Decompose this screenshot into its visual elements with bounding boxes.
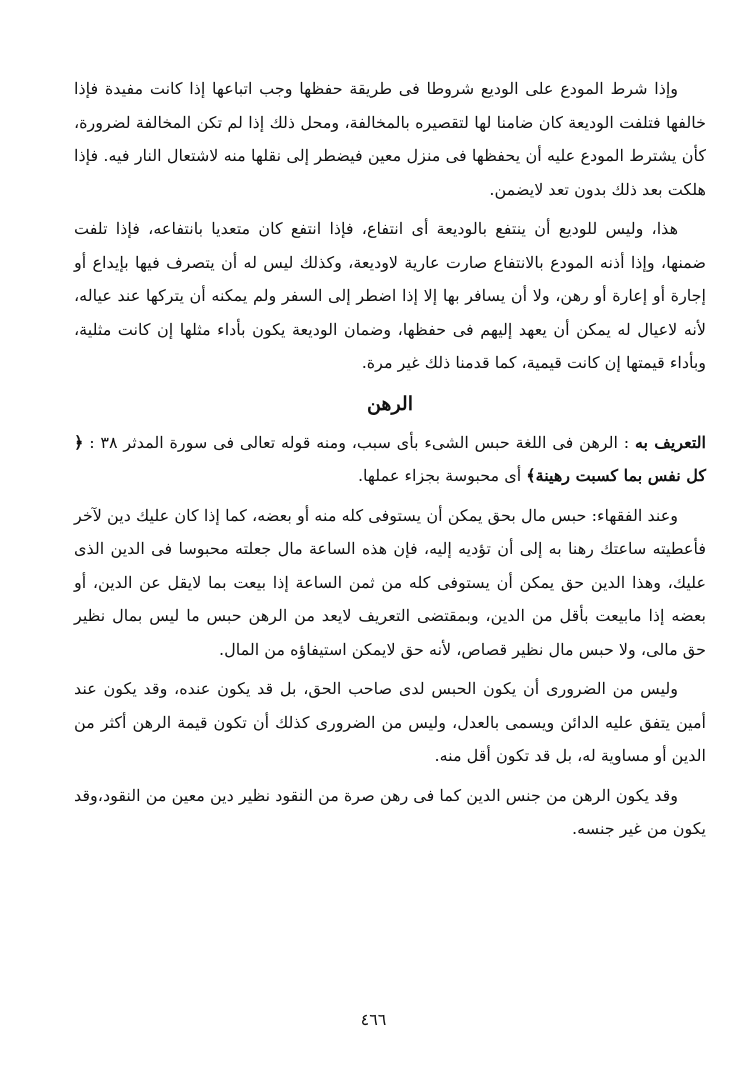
paragraph-text: وليس من الضرورى أن يكون الحبس لدى صاحب الحق، بل قد يكون عنده، وقد يكون عند أمين يتفق عليه الدائن ويسمى بالعدل، وليس من الضرورى كذلك أن تكون قيمة الرهن أكثر من الدين أو مساوية له، بل قد تكون أقل منه. [74, 679, 707, 765]
paragraph-text: وقد يكون الرهن من جنس الدين كما فى رهن صرة من النقود نظير دين معين من النقود،وقد يكون من غير جنسه. [74, 785, 706, 838]
section-heading: الرهن [366, 392, 414, 415]
quran-verse: ﴿ كل نفس بما كسبت رهينة﴾ [74, 432, 706, 485]
paragraph-pledge-type [74, 779, 706, 846]
jurists-label: وعند الفقهاء [597, 505, 678, 525]
definition-text: : الرهن فى اللغة حبس الشىء بأى سبب، ومنه قوله تعالى فى سورة المدثر ٣٨ : [83, 432, 635, 452]
paragraph-text: وإذا شرط المودع على الوديع شروطا فى طريقة حفظها وجب اتباعها إذا كانت مفيدة فإذا خالفها فتلفت الوديعة كان ضامنا لها لتقصيره بالمخالفة، ومحل ذلك إذا لم تكن المخالفة لضرورة، كأن يشترط المودع عليه أن يحفظها فى منزل معين فيضطر إلى نقلها منه لاشتعال النار فيه. فإذا هلكت بعد ذلك بدون تعد لايضمن. [74, 79, 706, 199]
paragraph-deposit-use [74, 212, 706, 380]
paragraph-definition [74, 426, 706, 493]
page-number: ٤٦٦ [360, 1010, 387, 1029]
document-page [74, 72, 706, 852]
definition-term: التعريف به [634, 432, 707, 452]
paragraph-text: : حبس مال بحق يمكن أن يستوفى كله منه أو بعضه، كما إذا كان عليك دين لآخر فأعطيته ساعتك رهنا به إلى أن تؤديه إليه، فإن هذه الساعة مال جعلته محبوسا فى الدين الذى عليك، وهذا الدين حق يمكن أن يستوفى كله من ثمن الساعة إذا بيعت بما لايقل عن الدين، أو بعضه إذا مابيعت بأقل من الدين، وبمقتضى التعريف لايعد من الرهن حبس ما ليس بمال نظير حق مالى، ولا حبس مال نظير قصاص، لأنه حق لايمكن استيفاؤه من المال. [74, 505, 706, 659]
paragraph-deposit-conditions [74, 72, 706, 206]
definition-text-end: أى محبوسة بجزاء عملها. [357, 466, 527, 485]
paragraph-custody [74, 672, 706, 773]
paragraph-text: هذا، وليس للوديع أن ينتفع بالوديعة أى انتفاع، فإذا انتفع كان متعديا بانتفاعه، فإذا تلفت ضمنها، وإذا أذنه المودع بالانتفاع صارت عارية لاوديعة، وكذلك ليس له أن يتصرف فيها بإيداع أو إجارة أو إعارة أو رهن، ولا أن يسافر بها إلا إذا اضطر إلى السفر ولم يمكنه أن يتركها عند عياله، لأنه لاعيال له يمكن أن يعهد إليهم فى حفظها، وضمان الوديعة يكون بأداء مثلها إن كانت مثلية، وبأداء قيمتها إن كانت قيمية، كما قدمنا ذلك غير مرة. [74, 219, 707, 372]
paragraph-jurists-definition [74, 499, 706, 667]
